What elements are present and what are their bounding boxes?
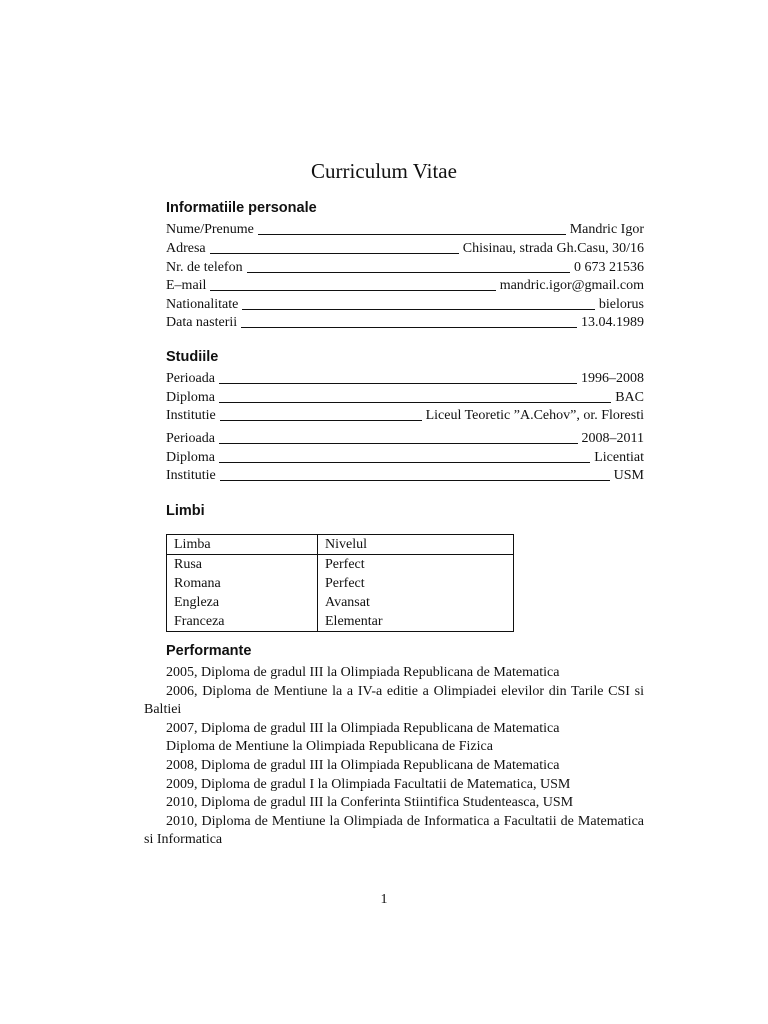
language-cell: Franceza (167, 612, 318, 632)
list-item: 2010, Diploma de Mentiune la Olimpiada de Informatica a Facultatii de Matematica si Informatica (144, 813, 644, 848)
table-row (167, 612, 514, 632)
personal-row-address (166, 240, 644, 258)
leader-line (247, 272, 570, 273)
leader-line (258, 234, 566, 235)
performance-list (144, 664, 644, 850)
row-value: Liceul Teoretic ”A.Cehov”, or. Floresti (425, 408, 644, 423)
row-value: mandric.igor@gmail.com (499, 278, 644, 293)
row-label: Data nasterii (166, 315, 238, 330)
studies-row-diploma-2 (166, 449, 644, 467)
row-value: bielorus (598, 297, 644, 312)
leader-line (219, 443, 578, 444)
table-row (167, 555, 514, 575)
row-label: Nr. de telefon (166, 260, 243, 275)
row-label: Nationalitate (166, 297, 239, 312)
languages-heading: Limbi (166, 503, 205, 519)
row-value: Mandric Igor (569, 222, 644, 237)
leader-line (219, 462, 590, 463)
studies-row-institution-2 (166, 467, 644, 485)
list-item: 2010, Diploma de gradul III la Conferinta Stiintifica Studenteasca, USM (166, 795, 574, 811)
studies-row-period-2 (166, 430, 644, 448)
page-title: Curriculum Vitae (311, 159, 457, 183)
level-cell: Perfect (325, 556, 365, 572)
personal-row-name (166, 221, 644, 239)
table-row (167, 574, 514, 593)
performance-heading: Performante (166, 643, 252, 659)
list-item: 2006, Diploma de Mentiune la a IV-a editie a Olimpiadei elevilor din Tarile CSI si Baltiei (144, 683, 644, 718)
studies-row-period-1 (166, 370, 644, 388)
row-label: Institutie (166, 468, 216, 483)
list-item: 2007, Diploma de gradul III la Olimpiada Republicana de Matematica (166, 720, 560, 736)
studies-row-institution-1 (166, 407, 644, 425)
language-cell: Engleza (167, 593, 318, 612)
personal-heading: Informatiile personale (166, 200, 317, 216)
row-label: Diploma (166, 450, 215, 465)
row-value: Chisinau, strada Gh.Casu, 30/16 (462, 241, 644, 256)
level-cell: Elementar (325, 613, 383, 629)
row-value: 0 673 21536 (574, 260, 644, 275)
leader-line (210, 290, 495, 291)
language-cell: Romana (167, 574, 318, 593)
studies-row-diploma-1 (166, 389, 644, 407)
personal-row-email (166, 277, 644, 295)
row-value: Licentiat (594, 450, 644, 465)
language-cell: Rusa (167, 555, 318, 575)
list-item: 2008, Diploma de gradul III la Olimpiada Republicana de Matematica (166, 757, 560, 773)
languages-table (166, 534, 514, 632)
row-value: BAC (615, 390, 644, 405)
leader-line (241, 327, 577, 328)
row-label: Perioada (166, 371, 215, 386)
level-cell: Avansat (325, 594, 370, 610)
row-value: USM (613, 468, 644, 483)
row-value: 13.04.1989 (581, 315, 644, 330)
row-value: 1996–2008 (581, 371, 644, 386)
column-header-language: Limba (167, 535, 318, 555)
leader-line (210, 253, 459, 254)
row-label: Diploma (166, 390, 215, 405)
leader-line (220, 420, 422, 421)
table-row (167, 593, 514, 612)
list-item: Diploma de Mentiune la Olimpiada Republicana de Fizica (166, 739, 493, 755)
row-label: Adresa (166, 241, 206, 256)
page-number: 1 (380, 892, 388, 907)
list-item: 2005, Diploma de gradul III la Olimpiada Republicana de Matematica (166, 665, 560, 680)
studies-heading: Studiile (166, 349, 219, 365)
table-header-row (167, 535, 514, 555)
row-value: 2008–2011 (581, 431, 644, 446)
row-label: Nume/Prenume (166, 222, 254, 237)
column-header-level: Nivelul (318, 535, 514, 555)
row-label: E–mail (166, 278, 207, 293)
row-label: Institutie (166, 408, 216, 423)
level-cell: Perfect (325, 575, 365, 591)
leader-line (219, 402, 611, 403)
list-item: 2009, Diploma de gradul I la Olimpiada Facultatii de Matematica, USM (166, 776, 571, 792)
personal-row-nationality (166, 296, 644, 314)
leader-line (219, 383, 577, 384)
personal-row-phone (166, 259, 644, 277)
personal-row-birthdate (166, 314, 644, 332)
leader-line (242, 309, 595, 310)
row-label: Perioada (166, 431, 215, 446)
leader-line (220, 480, 610, 481)
